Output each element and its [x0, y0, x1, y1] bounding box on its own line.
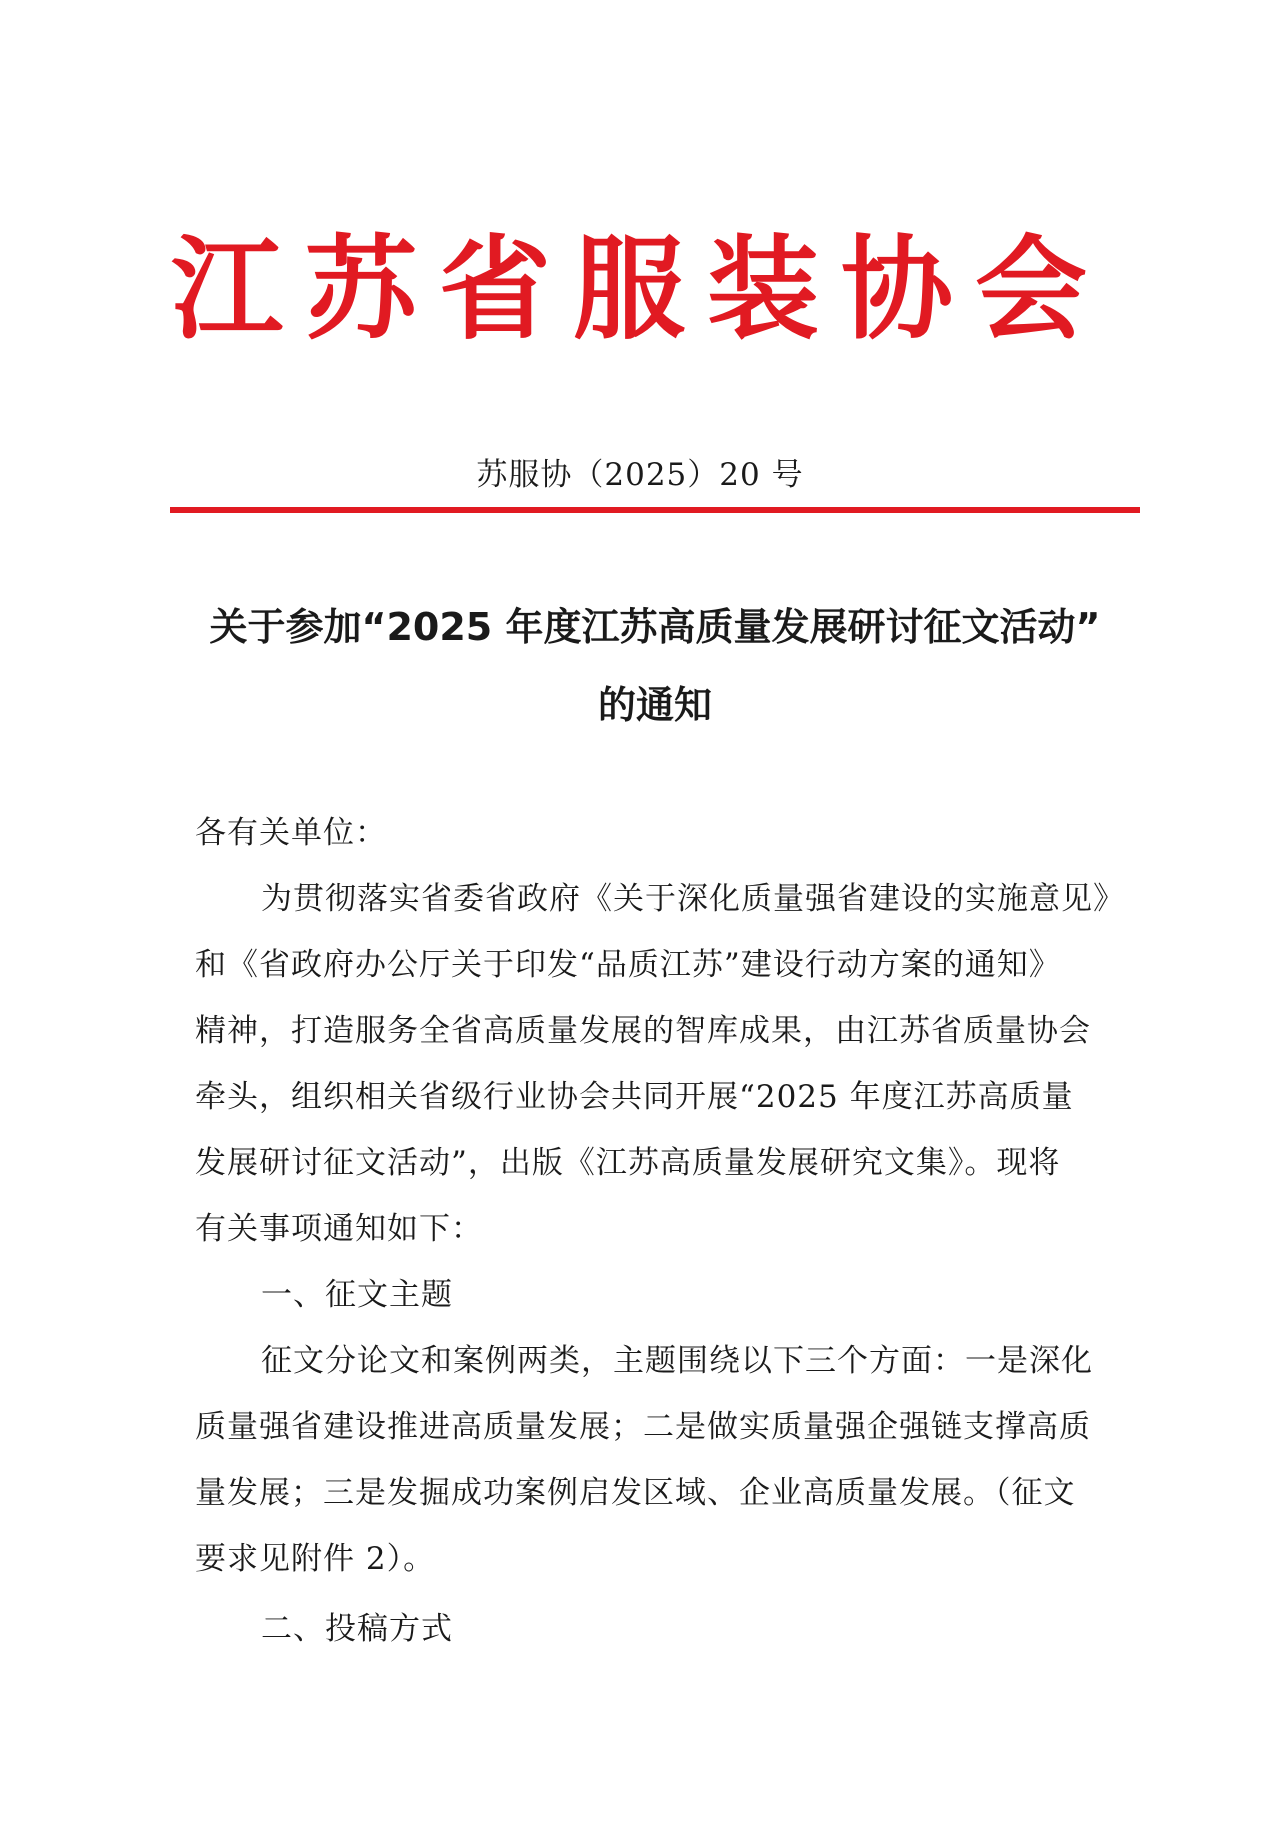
paragraph-line: 有关事项通知如下： — [195, 1211, 483, 1247]
notice-title — [170, 588, 1140, 744]
masthead-title: 江苏省服装协会 — [171, 225, 1109, 355]
document-body — [195, 800, 1125, 1662]
paragraph-line: 牵头，组织相关省级行业协会共同开展“2025 年度江苏高质量 — [195, 1079, 1074, 1115]
section-heading-submission: 二、投稿方式 — [261, 1611, 453, 1647]
paragraph-line: 为贯彻落实省委省政府《关于深化质量强省建设的实施意见》 — [261, 881, 1125, 917]
notice-title-line-2: 的通知 — [597, 683, 712, 727]
paragraph-line: 发展研讨征文活动”，出版《江苏高质量发展研究文集》。现将 — [195, 1145, 1061, 1181]
paragraph-line: 质量强省建设推进高质量发展；二是做实质量强企强链支撑高质 — [195, 1409, 1091, 1445]
paragraph-line: 和《省政府办公厅关于印发“品质江苏”建设行动方案的通知》 — [195, 947, 1061, 983]
notice-title-line-1: 关于参加“2025 年度江苏高质量发展研讨征文活动” — [209, 605, 1101, 649]
paragraph-theme — [195, 1328, 1110, 1592]
paragraph-line: 精神，打造服务全省高质量发展的智库成果，由江苏省质量协会 — [195, 1013, 1091, 1049]
paragraph-line: 要求见附件 2）。 — [195, 1541, 436, 1577]
red-divider-line — [170, 507, 1140, 513]
paragraph-line: 量发展；三是发掘成功案例启发区域、企业高质量发展。（征文 — [195, 1475, 1076, 1511]
salutation: 各有关单位： — [195, 815, 387, 851]
paragraph-intro — [195, 866, 1125, 1262]
section-heading-theme: 一、征文主题 — [261, 1277, 453, 1313]
document-number: 苏服协（2025）20 号 — [476, 457, 804, 493]
paragraph-line: 征文分论文和案例两类，主题围绕以下三个方面：一是深化 — [261, 1343, 1093, 1379]
